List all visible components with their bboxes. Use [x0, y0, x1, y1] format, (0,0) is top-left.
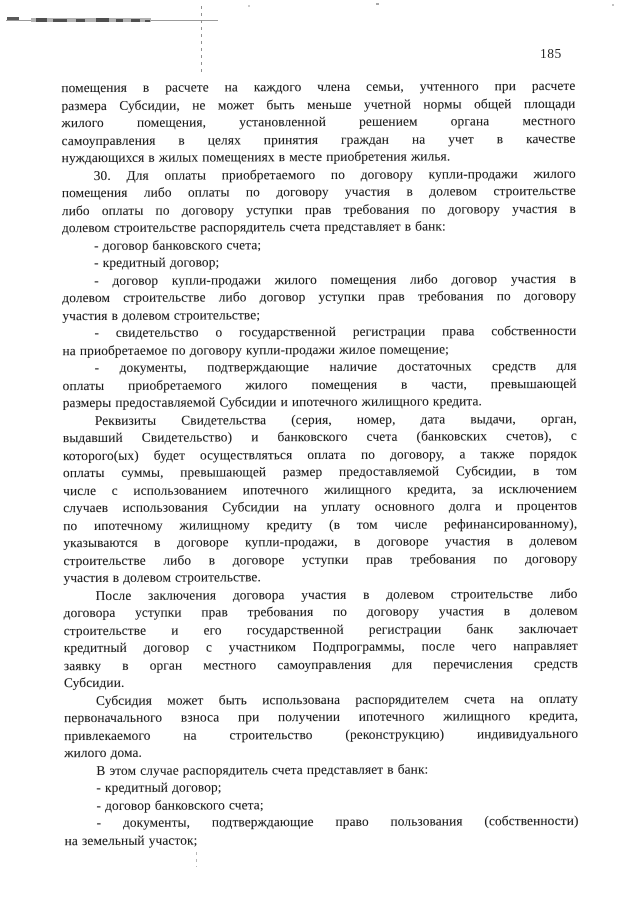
smudge-segment: [7, 17, 19, 20]
text-line: договора уступки прав требования по договору участия в долевом: [63, 602, 578, 621]
scan-speck: [376, 3, 379, 5]
smudge-segment: [36, 18, 47, 22]
text-line: первоначального взноса при получении ипотечного жилищного кредита,: [64, 707, 579, 726]
text-line: оплаты приобретаемого жилого помещения в части, превышающей: [62, 375, 577, 393]
text-line: - договор купли-продажи жилого помещения либо договор участия в: [94, 270, 577, 288]
text-line: помещения либо оплаты по договору участия в долевом строительстве: [61, 182, 576, 201]
text-line: помещения в расчете на каждого члена семьи, учтенного при расчете: [61, 77, 576, 96]
text-line: жилого дома.: [64, 744, 143, 761]
scan-artifact-bottom-dots: [196, 852, 197, 867]
smudge-segment: [53, 19, 67, 22]
text-line: оплаты суммы, превышающей размер предоставляемой Субсидии, в том: [63, 462, 578, 481]
text-line: - документы, подтверждающие наличие достаточных средств для: [94, 357, 577, 375]
text-line: - договор банковского счета;: [96, 796, 264, 813]
smudge-segment: [96, 18, 109, 22]
text-line: кредитный договор с участником Подпрограммы, после чего направляет: [63, 637, 578, 656]
text-line: размеры предоставляемой Субсидии и ипотечного жилищного кредита.: [62, 393, 482, 411]
text-line: участия в долевом строительстве;: [62, 306, 261, 323]
text-line: заявку в орган местного самоуправления для перечисления средств: [63, 655, 578, 673]
text-line: привлекаемого на строительство (реконструкцию) индивидуального: [64, 725, 579, 743]
text-line: - кредитный договор;: [94, 254, 220, 270]
text-line: выдавший Свидетельство) и банковского счета (банковских счетов), с: [62, 427, 577, 446]
text-line: После заключения договора участия в долевом строительстве либо: [95, 585, 578, 603]
text-line: размера Субсидии, не может быть меньше учетной нормы общей площади: [61, 95, 576, 113]
text-line: нуждающихся в жилых помещениях в месте приобретения жилья.: [61, 148, 451, 166]
text-line: Субсидии.: [63, 674, 125, 691]
text-block: [61, 77, 578, 849]
scan-smudge-line: [0, 0, 230, 30]
text-line: по ипотечному жилищному кредиту (в том числе рефинансированному),: [63, 515, 578, 533]
text-line: на приобретаемое по договору купли-продажи жилое помещение;: [62, 340, 449, 358]
text-line: В этом случае распорядитель счета представляет в банк:: [96, 761, 429, 778]
text-line: долевом строительстве распорядитель счета представляет в банк:: [61, 218, 446, 236]
scan-fold-dotted-line: [201, 6, 202, 74]
text-line: случаев использования Субсидии на уплату основного долга и процентов: [63, 497, 578, 516]
text-line: числе с использованием ипотечного жилищного кредита, за исключением: [63, 480, 578, 498]
text-line: на земельный участок;: [64, 832, 198, 848]
scan-speck: [248, 5, 250, 7]
text-line: долевом строительстве либо договор уступки прав требования по договору: [62, 287, 577, 306]
page-number: 185: [540, 46, 562, 61]
text-line: Субсидия может быть использована распорядителем счета на оплату: [95, 690, 579, 708]
smudge-segment: [76, 19, 85, 22]
text-line: самоуправления в целях принятия граждан на учет в качестве: [61, 130, 576, 148]
text-line: участия в долевом строительстве.: [63, 569, 261, 586]
text-line: 30. Для оплаты приобретаемого по договору купли-продажи жилого: [93, 165, 576, 183]
text-line: строительстве либо в договоре уступки прав требования по договору: [63, 550, 578, 568]
text-line: либо оплаты по договору уступки прав требования по договору участия в: [61, 200, 576, 218]
scan-speck: [612, 4, 614, 6]
text-line: - документы, подтверждающие право пользования (собственности): [96, 812, 579, 830]
text-line: Реквизиты Свидетельства (серия, номер, дата выдачи, орган,: [94, 410, 577, 428]
text-line: - кредитный договор;: [96, 779, 222, 795]
text-line: строительстве и его государственной регистрации банк заключает: [63, 620, 578, 638]
smudge-segment: [116, 19, 123, 22]
text-line: указываются в договоре купли-продажи, в договоре участия в долевом: [63, 532, 578, 551]
smudge-segment: [145, 20, 150, 22]
text-line: - свидетельство о государственной регистрации права собственности: [94, 322, 577, 340]
text-line: - договор банковского счета;: [94, 236, 262, 253]
text-line: жилого помещения, установленной решением органа местного: [61, 112, 576, 131]
smudge-segment: [131, 19, 140, 22]
text-line: которого(ых) будет осуществляться оплата по договору, а также порядок: [62, 445, 577, 463]
